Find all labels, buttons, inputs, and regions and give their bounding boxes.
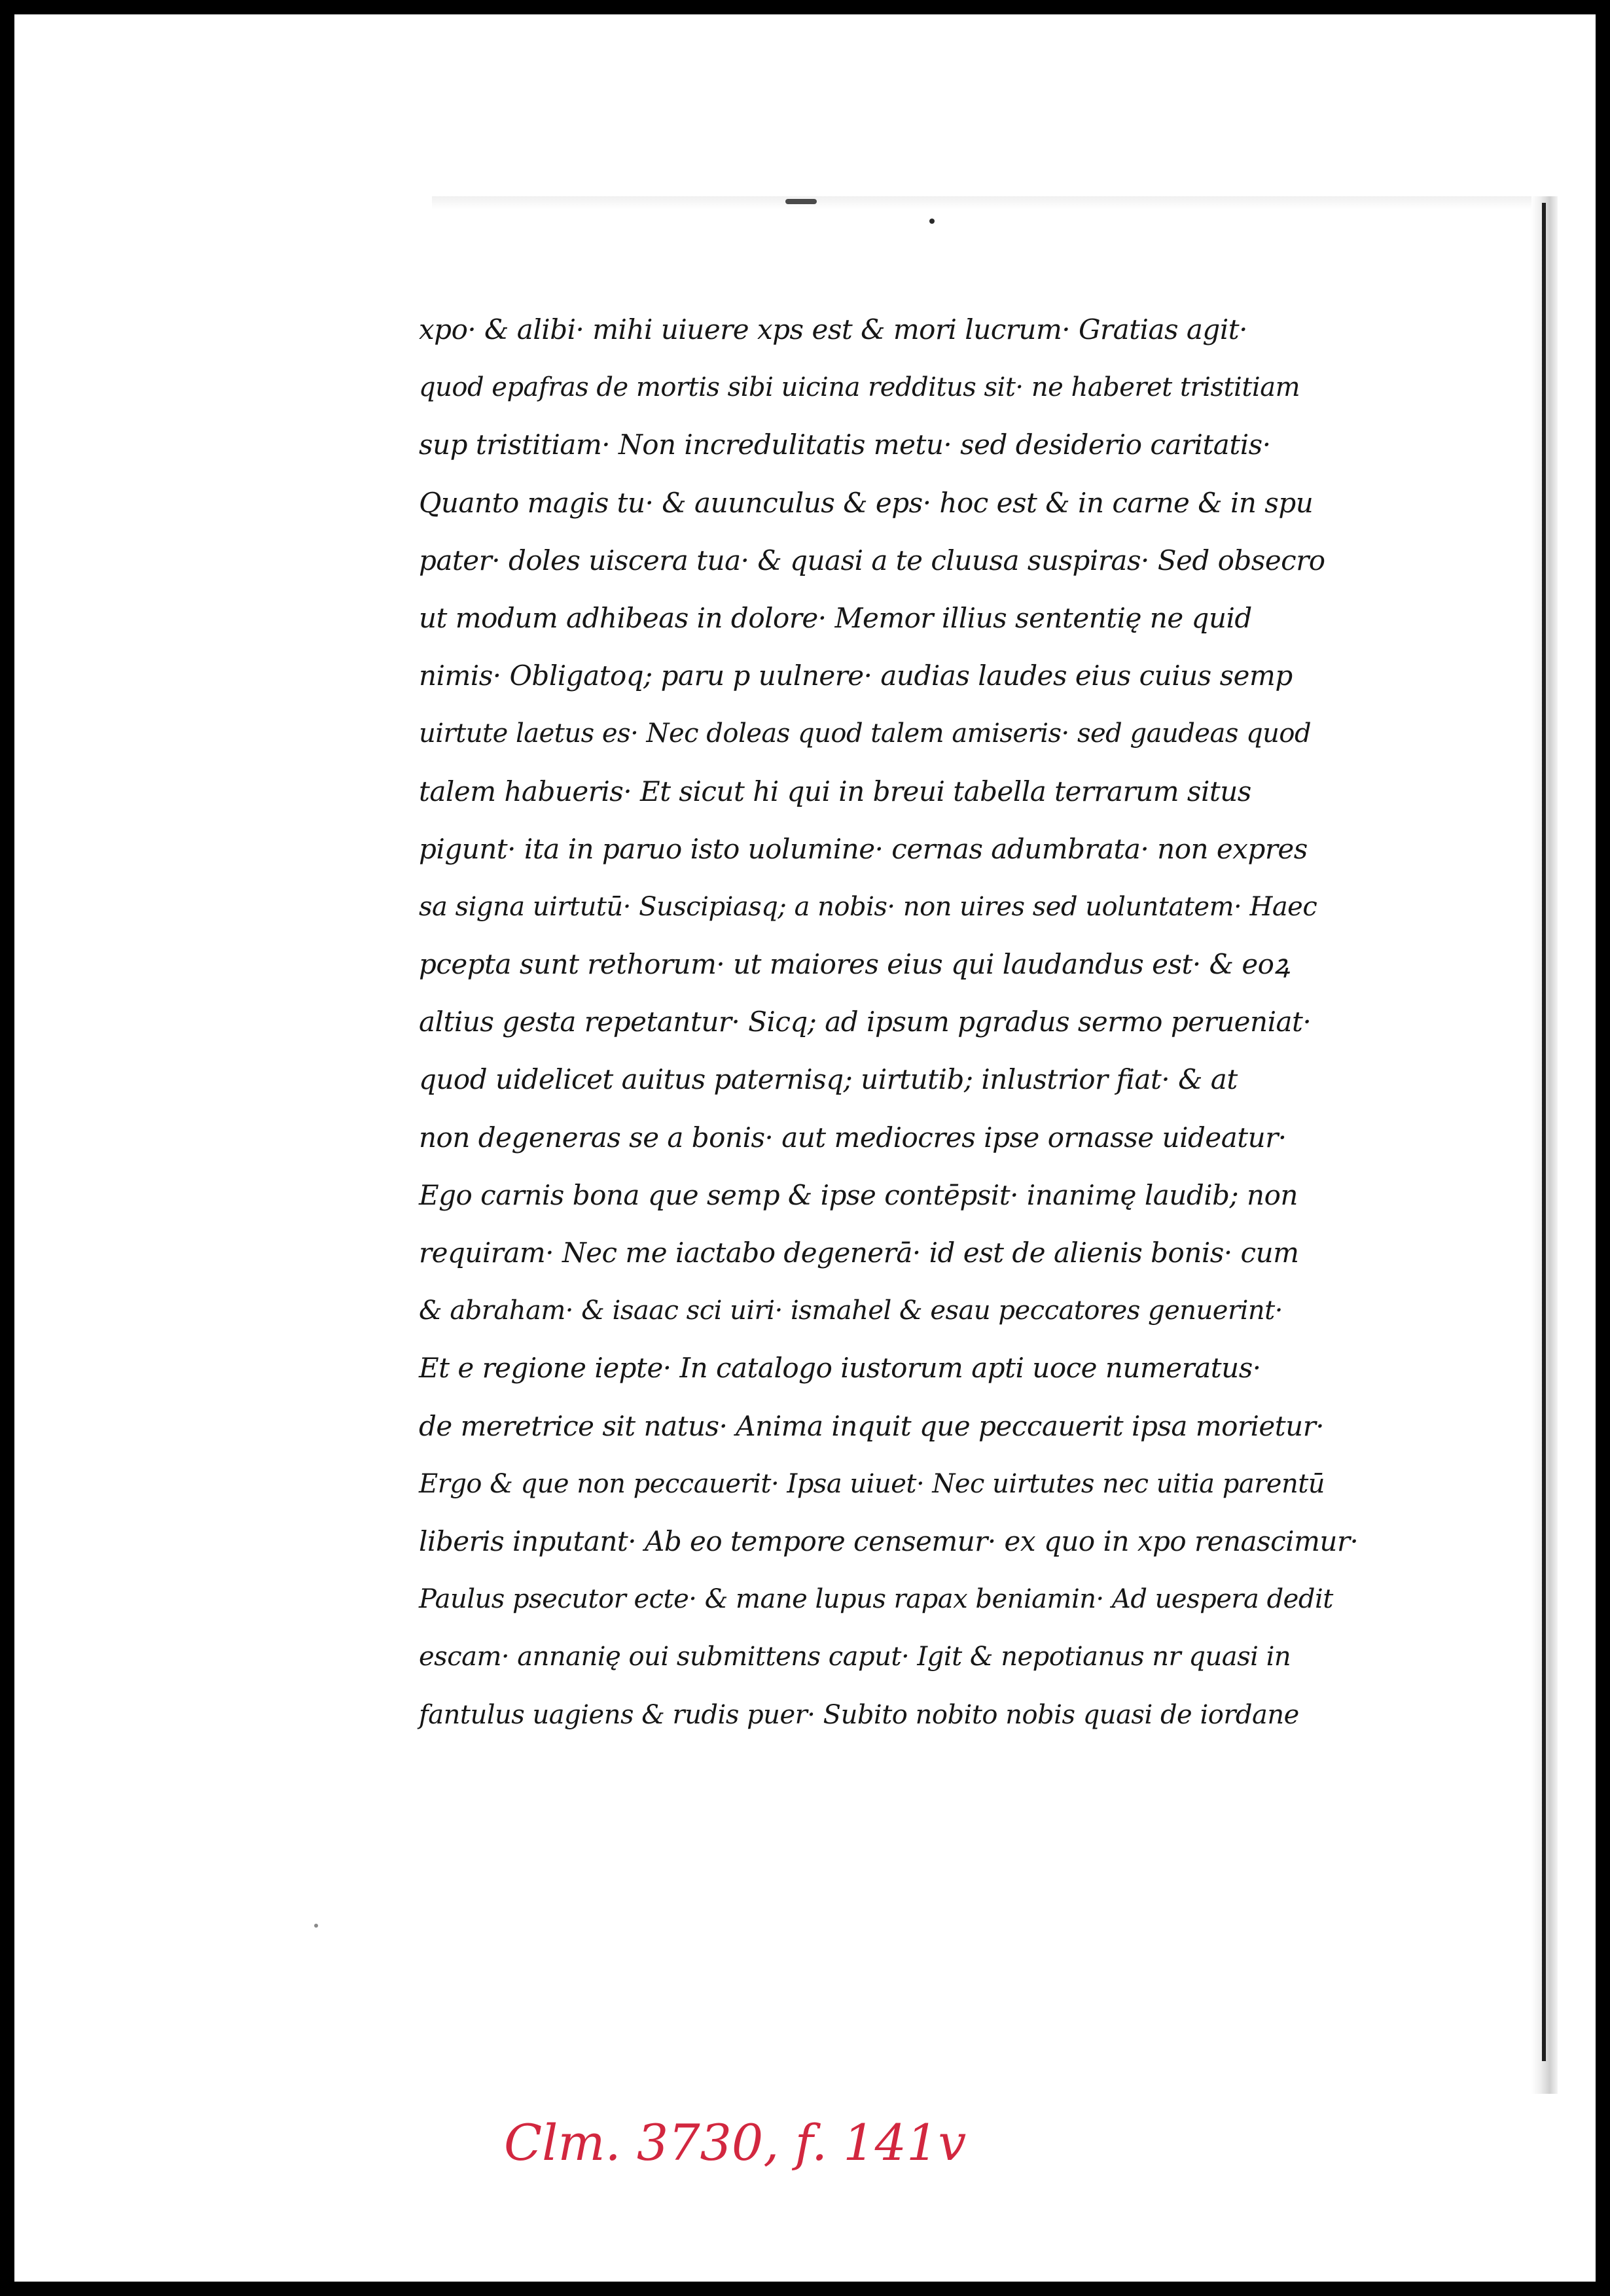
text-line-17: requiram· Nec me iactabo degenerā· id est de alienis bonis· cum (419, 1237, 1299, 1269)
text-line-7: nimis· Obligatoq; paru p uulnere· audias laudes eius cuius semp (419, 660, 1293, 692)
ink-mark (785, 199, 817, 204)
text-line-19: Et e regione iepte· In catalogo iustorum apti uoce numeratus· (419, 1352, 1261, 1385)
folio-edge-line (1542, 203, 1546, 2061)
text-line-4: Quanto magis tu· & auunculus & eps· hoc est & in carne & in spu (419, 486, 1314, 519)
text-line-20: de meretrice sit natus· Anima inquit que peccauerit ipsa morietur· (419, 1409, 1325, 1442)
folio-top-shadow (432, 196, 1558, 209)
text-line-25: fantulus uagiens & rudis puer· Subito nobito nobis quasi de iordane (419, 1699, 1299, 1730)
manuscript-text (419, 301, 1505, 1744)
text-line-23: Paulus psecutor ecte· & mane lupus rapax beniamin· Ad uespera dedit (419, 1584, 1333, 1615)
text-line-11: sa signa uirtutū· Suscipiasq; a nobis· non uires sed uoluntatem· Haec (419, 891, 1317, 922)
text-line-16: Ego carnis bona que semp & ipse contēpsit· inanimę laudib; non (419, 1178, 1298, 1211)
text-line-15: non degeneras se a bonis· aut mediocres ipse ornasse uideatur· (419, 1121, 1287, 1154)
text-line-3: sup tristitiam· Non incredulitatis metu· sed desiderio caritatis· (419, 429, 1271, 461)
ink-speck (929, 219, 935, 224)
text-line-5: pater· doles uiscera tua· & quasi a te cluusa suspiras· Sed obsecro (419, 544, 1325, 576)
manuscript-folio (406, 196, 1558, 2094)
margin-speck (314, 1924, 318, 1928)
folio-edge (1531, 196, 1558, 2094)
text-line-2: quod epafras de mortis sibi uicina redditus sit· ne haberet tristitiam (419, 372, 1300, 403)
text-line-1: xpo· & alibi· mihi uiuere xps est & mori lucrum· Gratias agit· (419, 313, 1247, 345)
shelfmark-annotation: Clm. 3730, f. 141v (504, 2113, 967, 2172)
text-line-8: uirtute laetus es· Nec doleas quod talem amiseris· sed gaudeas quod (419, 718, 1312, 749)
text-line-14: quod uidelicet auitus paternisq; uirtutib; inlustrior fiat· & at (419, 1063, 1238, 1096)
text-line-18: & abraham· & isaac sci uiri· ismahel & esau peccatores genuerint· (419, 1296, 1283, 1326)
text-line-22: liberis inputant· Ab eo tempore censemur· ex quo in xpo renascimur· (419, 1525, 1359, 1557)
text-line-24: escam· annanię oui submittens caput· Igit & nepotianus nr quasi in (419, 1642, 1291, 1672)
text-line-6: ut modum adhibeas in dolore· Memor illius sententię ne quid (419, 601, 1252, 634)
text-line-10: pigunt· ita in paruo isto uolumine· cernas adumbrata· non expres (419, 832, 1308, 865)
text-line-9: talem habueris· Et sicut hi qui in breui tabella terrarum situs (419, 775, 1251, 807)
text-line-13: altius gesta repetantur· Sicq; ad ipsum pgradus sermo perueniat· (419, 1006, 1312, 1038)
text-line-21: Ergo & que non peccauerit· Ipsa uiuet· Nec uirtutes nec uitia parentū (419, 1468, 1325, 1499)
text-line-12: pcepta sunt rethorum· ut maiores eius qui laudandus est· & eoꝝ (419, 948, 1290, 981)
